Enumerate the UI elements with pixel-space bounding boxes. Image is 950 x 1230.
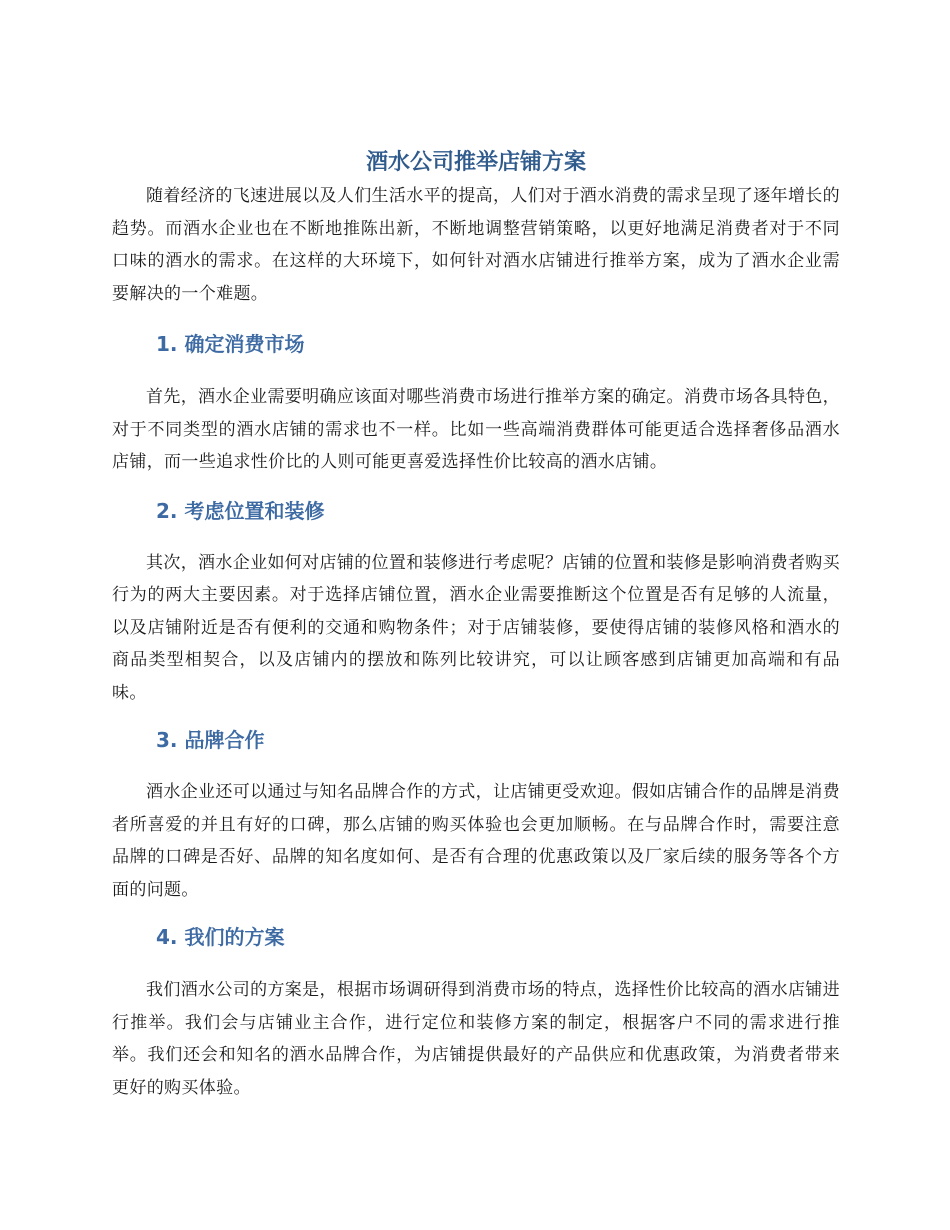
section-body-1: 首先，酒水企业需要明确应该面对哪些消费市场进行推举方案的确定。消费市场各具特色，对于不同类型的酒水店铺的需求也不一样。比如一些高端消费群体可能更适合选择奢侈品酒水店铺，而一些追求性价比的人则可能更喜爱选择性价比较高的酒水店铺。: [112, 387, 840, 472]
section-heading-4: 4. 我们的方案: [156, 925, 285, 949]
section-body-2: 其次，酒水企业如何对店铺的位置和装修进行考虑呢？店铺的位置和装修是影响消费者购买行为的两大主要因素。对于选择店铺位置，酒水企业需要推断这个位置是否有足够的人流量，以及店铺附近是否有便利的交通和购物条件；对于店铺装修，要使得店铺的装修风格和酒水的商品类型相契合，以及店铺内的摆放和陈列比较讲究，可以让顾客感到店铺更加高端和有品味。: [112, 552, 840, 703]
section-heading-3: 3. 品牌合作: [156, 728, 265, 752]
section-heading-2: 2. 考虑位置和装修: [156, 498, 325, 523]
intro-paragraph: 随着经济的飞速进展以及人们生活水平的提高，人们对于酒水消费的需求呈现了逐年增长的趋势。而酒水企业也在不断地推陈出新，不断地调整营销策略，以更好地满足消费者对于不同口味的酒水的需求。在这样的大环境下，如何针对酒水店铺进行推举方案，成为了酒水企业需要解决的一个难题。: [112, 186, 840, 304]
document-title: 酒水公司推举店铺方案: [365, 150, 586, 175]
section-body-3: 酒水企业还可以通过与知名品牌合作的方式，让店铺更受欢迎。假如店铺合作的品牌是消费者所喜爱的并且有好的口碑，那么店铺的购买体验也会更加顺畅。在与品牌合作时，需要注意品牌的口碑是否好、品牌的知名度如何、是否有合理的优惠政策以及厂家后续的服务等各个方面的问题。: [112, 782, 840, 900]
section-heading-1: 1. 确定消费市场: [156, 332, 305, 356]
document-content: [112, 146, 840, 1104]
section-body-4: 我们酒水公司的方案是，根据市场调研得到消费市场的特点，选择性价比较高的酒水店铺进行推举。我们会与店铺业主合作，进行定位和装修方案的制定，根据客户不同的需求进行推举。我们还会和知名的酒水品牌合作，为店铺提供最好的产品供应和优惠政策，为消费者带来更好的购买体验。: [112, 980, 840, 1098]
